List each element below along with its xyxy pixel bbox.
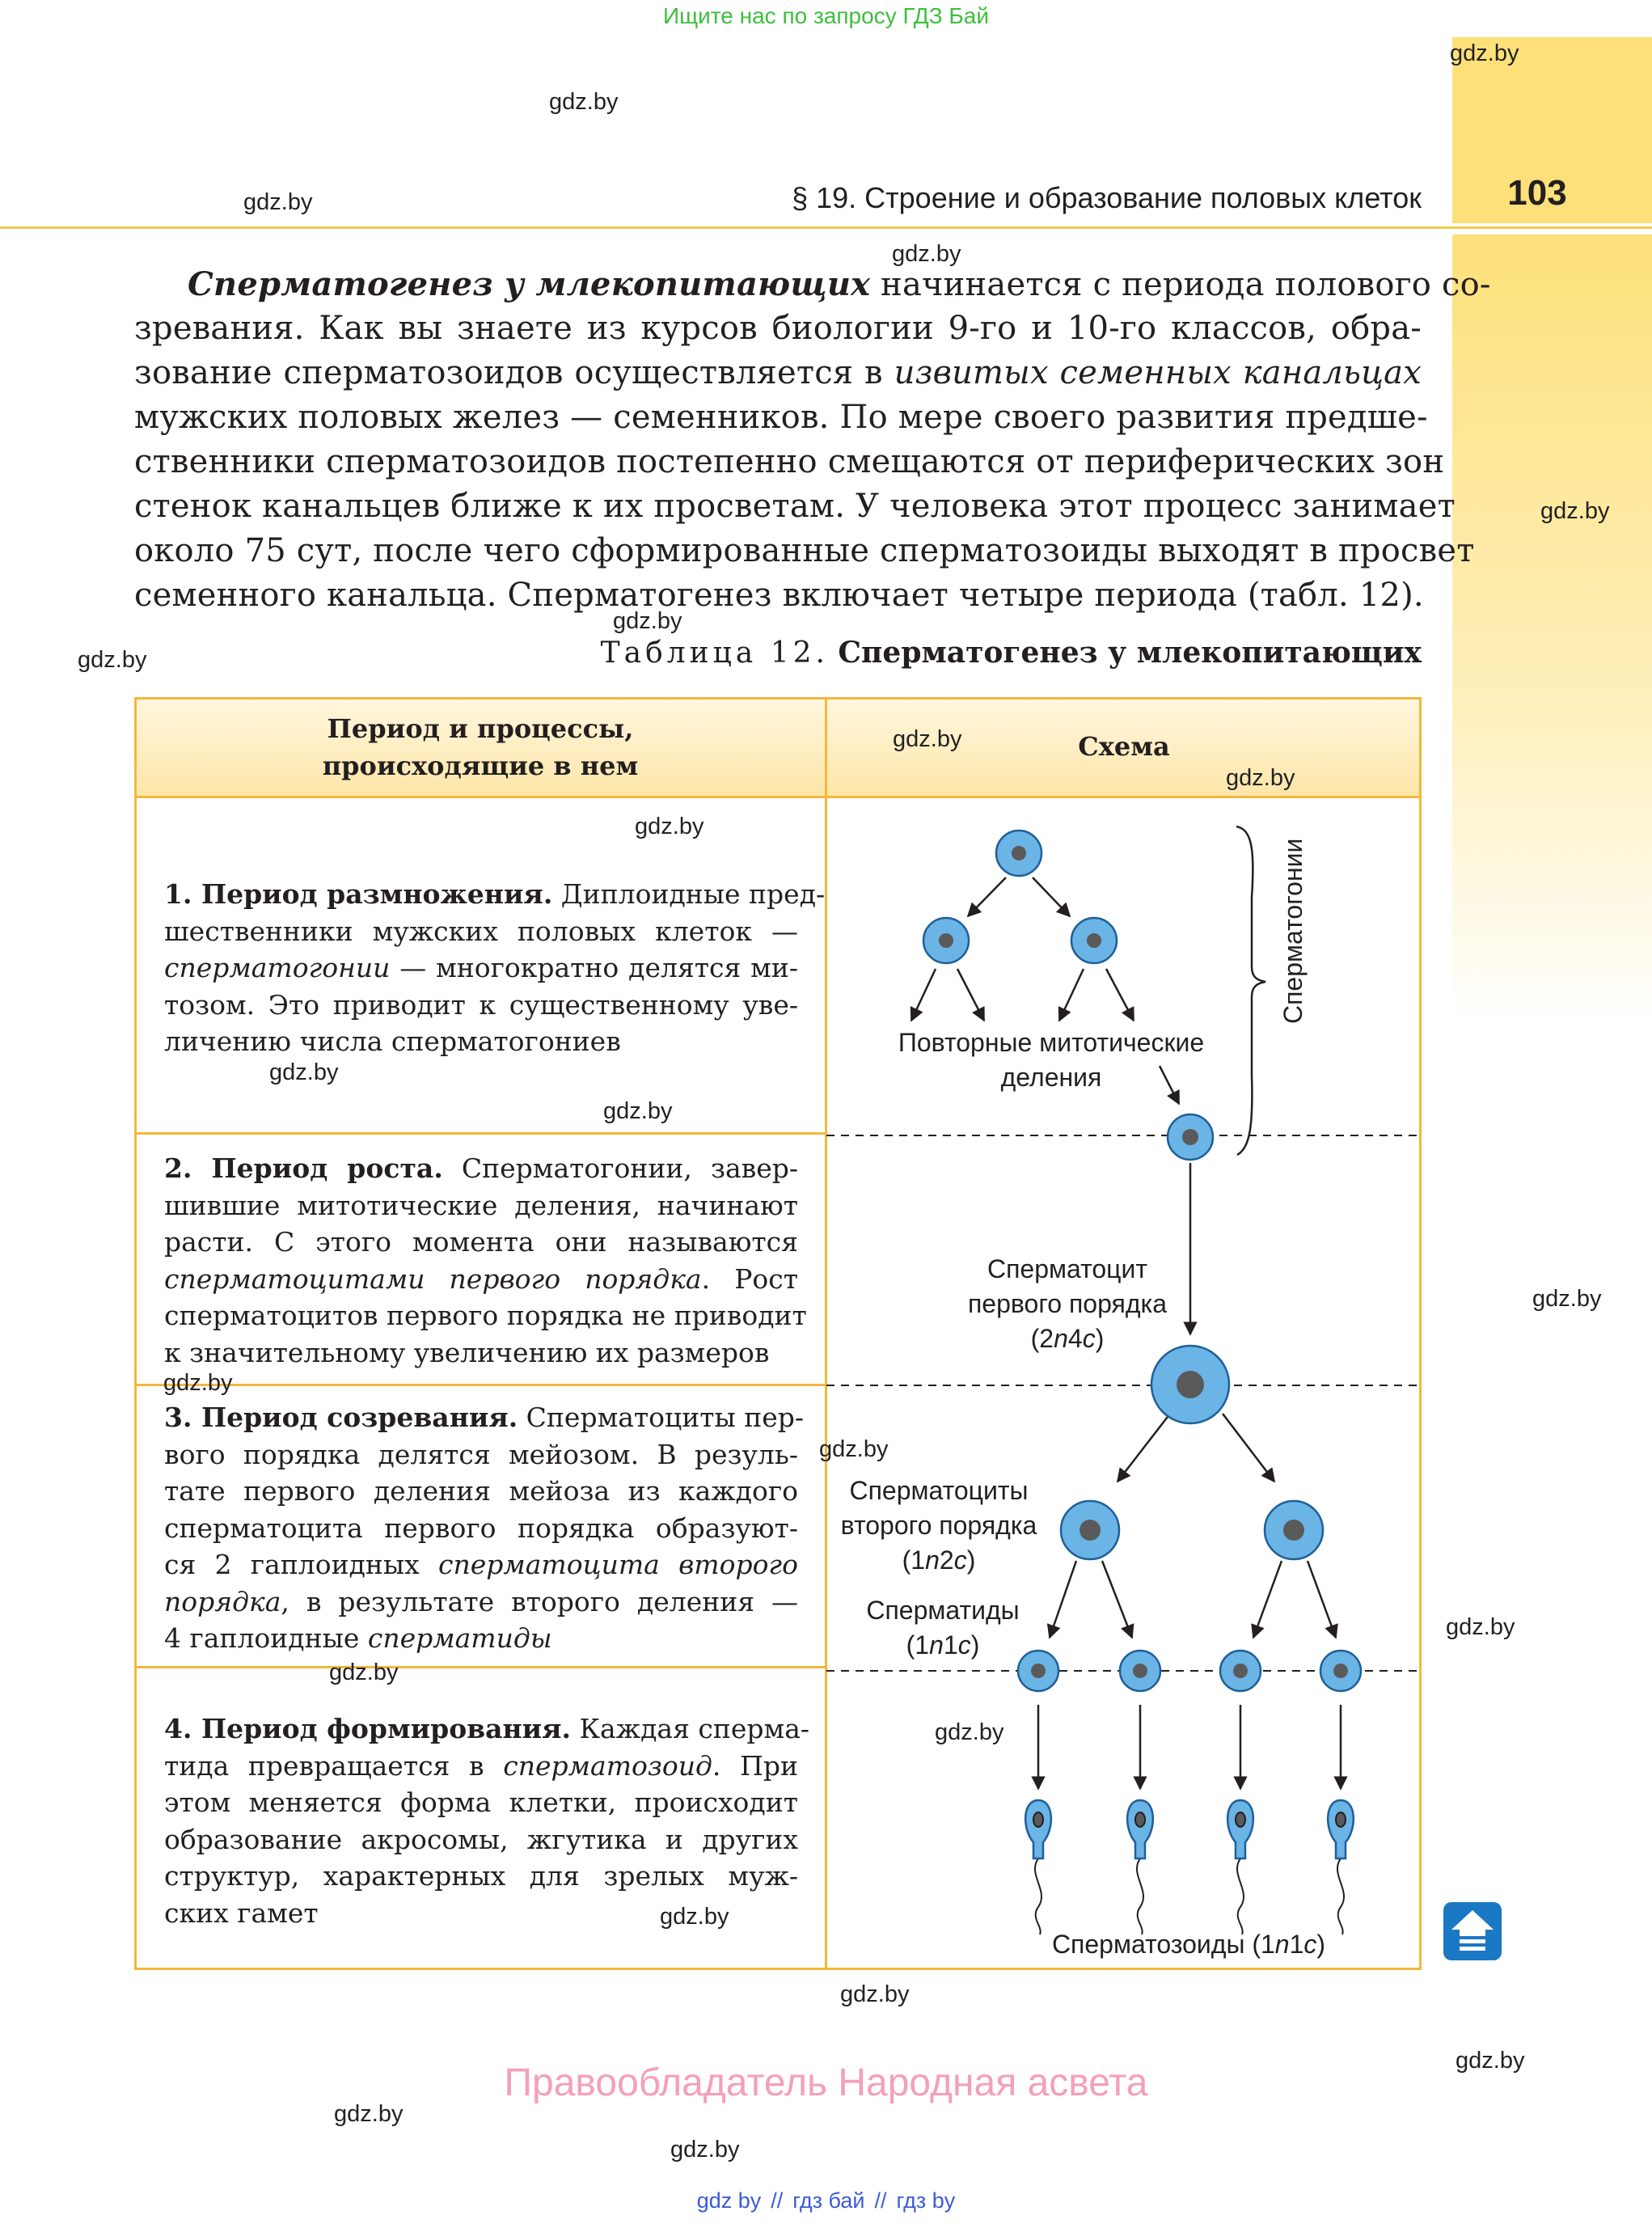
spermatozoon (1227, 1800, 1253, 1934)
period-1-line (164, 876, 826, 913)
label-formula: (1n1c) (906, 1630, 980, 1660)
text-run: шившие митотические деления, начинают (164, 1189, 798, 1221)
watermark: gdz.by (1450, 40, 1519, 66)
paragraph-line (134, 440, 1445, 484)
spermatogonium-cell (996, 831, 1041, 876)
label-spermatozoa: Сперматозоиды (1n1c) (1051, 1930, 1326, 1959)
label-formula: (1n2c) (902, 1545, 976, 1575)
watermark: gdz.by (78, 647, 147, 673)
text-run: сперматоцита первого порядка образуют- (164, 1512, 798, 1544)
primary-spermatocyte-cell (1151, 1346, 1229, 1423)
period-3-line (164, 1583, 798, 1621)
watermark: gdz.by (819, 1436, 889, 1462)
period-4-line (164, 1710, 810, 1748)
watermark: gdz.by (1532, 1286, 1602, 1312)
label-spermatocyte-2 (822, 1474, 1056, 1578)
text-run: расти. С этого момента они называются (164, 1226, 798, 1258)
top-banner[interactable]: Ищите нас по запросу ГДЗ Бай (662, 3, 990, 28)
text-run: Каждая сперма- (571, 1713, 810, 1744)
watermark: gdz.by (635, 814, 704, 839)
division-arrow (1106, 969, 1134, 1021)
table-row-divider (134, 1132, 826, 1135)
watermark: gdz.by (329, 1660, 399, 1685)
side-strip (1452, 235, 1652, 1027)
table-caption-label: Таблица 12. (600, 636, 829, 670)
text-run: сперматиды (367, 1622, 552, 1654)
division-arrow (911, 969, 936, 1021)
label-line: деления (1000, 1063, 1102, 1092)
period-1-line (164, 1023, 798, 1060)
meiosis-arrow (1118, 1414, 1170, 1482)
label-line: Повторные митотические (898, 1028, 1205, 1057)
text-run: извитых семенных канальцах (894, 354, 1422, 391)
table-row-divider (134, 1384, 826, 1386)
text-run: Сперматоциты пер- (518, 1402, 805, 1433)
text-run: сперматоцита второго (438, 1549, 798, 1580)
text-run: около 75 сут, после чего сформированные сперматозоиды выходят в просвет (134, 532, 1475, 569)
division-arrow (957, 969, 984, 1021)
paragraph-line (134, 529, 1475, 573)
page-number: 103 (1507, 173, 1567, 213)
spermatogenesis-diagram (826, 797, 1422, 1970)
meiosis-arrow (1253, 1561, 1282, 1638)
label-repeated-divisions (865, 1025, 1237, 1095)
label-line: второго порядка (840, 1511, 1037, 1540)
spermatogonium-cell (1168, 1114, 1213, 1160)
text-run: . При (712, 1749, 798, 1782)
paragraph-line (188, 262, 1491, 307)
period-2-line (164, 1297, 807, 1334)
watermark: gdz.by (1446, 1614, 1515, 1640)
text-run: стенок канальцев ближе к их просветам. У человека этот процесс занимает (134, 488, 1456, 525)
footer-link[interactable]: gdz by (696, 2188, 762, 2213)
spermatogonium-cell (1071, 918, 1117, 963)
copyright-notice: Правообладатель Народная асвета (504, 2061, 1148, 2104)
text-run: этом меняется форма клетки, происходит (164, 1786, 798, 1818)
header-divider (0, 226, 1652, 229)
label-line: Сперматоциты (849, 1476, 1029, 1505)
secondary-spermatocyte-cell (1265, 1501, 1323, 1559)
spermatid-cell (1320, 1651, 1361, 1691)
footer-link[interactable]: гдз бай (792, 2188, 865, 2213)
secondary-spermatocyte-cell (1061, 1501, 1119, 1559)
text-run: тида превращается в (164, 1749, 504, 1782)
meiosis-arrow (1102, 1561, 1132, 1638)
spermatogonium-cell (923, 918, 969, 963)
text-run: ских гамет (164, 1896, 319, 1929)
text-run: 1. Период размножения. (164, 878, 553, 910)
text-run: сперматоцитов первого порядка не приводит (164, 1300, 807, 1331)
label-line: Сперматоцит (987, 1254, 1148, 1283)
watermark: gdz.by (660, 1904, 729, 1930)
watermark: gdz.by (603, 1098, 673, 1124)
text-run: ственники сперматозоидов постепенно смещаются от периферических зон (134, 443, 1445, 480)
text-run: ся 2 гаплоидных (164, 1549, 438, 1580)
spermatid-cell (1220, 1651, 1261, 1691)
watermark: gdz.by (269, 1059, 339, 1085)
period-3-line (164, 1399, 805, 1436)
text-run: порядка (164, 1585, 281, 1617)
text-run: зование сперматозоидов осуществляется в (134, 354, 894, 391)
period-1-line (164, 987, 798, 1024)
watermark: gdz.by (893, 726, 962, 752)
text-run: 3. Период созревания. (164, 1402, 518, 1433)
period-2-line (164, 1150, 798, 1187)
watermark: gdz.by (163, 1370, 233, 1396)
label-formula: (2n4c) (1030, 1324, 1105, 1353)
watermark: gdz.by (840, 1981, 910, 2007)
table-caption-title: Сперматогенез у млекопитающих (838, 636, 1422, 670)
watermark: gdz.by (613, 608, 682, 634)
period-2-line (164, 1261, 798, 1298)
period-4-line (164, 1784, 798, 1821)
footer-links[interactable] (0, 2188, 1652, 2213)
text-run: зревания. Как вы знаете из курсов биологии 9-го и 10-го классов, обра- (134, 310, 1422, 347)
paragraph-line (134, 484, 1456, 529)
label-spermatocyte-1 (930, 1252, 1205, 1356)
text-run: сперматогонии (164, 952, 391, 983)
text-run: личению числа сперматогониев (164, 1025, 621, 1057)
home-icon (1443, 1902, 1502, 1960)
paragraph-line (134, 573, 1422, 618)
footer-separator: // (874, 2188, 887, 2213)
text-run: — многократно делятся ми- (390, 952, 798, 983)
text-run: сперматоцитами первого порядка (164, 1262, 702, 1295)
home-button[interactable] (1443, 1902, 1502, 1960)
watermark: gdz.by (892, 241, 961, 267)
text-run: образование акросомы, жгутика и других (164, 1823, 798, 1855)
period-1-line (164, 913, 798, 950)
text-run: Диплоидные пред- (552, 878, 826, 910)
label-spermatids (846, 1593, 1040, 1663)
period-2-line (164, 1187, 798, 1224)
table-caption (601, 636, 1422, 670)
spermatozoon (1328, 1800, 1354, 1934)
watermark: gdz.by (1456, 2048, 1525, 2074)
text-run: , в результате второго деления — (281, 1585, 798, 1617)
paragraph-line (134, 395, 1428, 440)
text-run: Сперматогенез у млекопитающих (188, 265, 871, 303)
paragraph-line (134, 351, 1422, 395)
watermark: gdz.by (334, 2101, 403, 2127)
text-run: начинается с периода полового со- (870, 266, 1491, 303)
period-3-line (164, 1546, 798, 1583)
table-row-divider (134, 1666, 826, 1668)
spermatozoon (1025, 1800, 1051, 1934)
period-3-line (164, 1510, 798, 1547)
watermark: gdz.by (1226, 765, 1295, 791)
text-run: тозом. Это приводит к существенному уве- (164, 988, 798, 1021)
period-4-line (164, 1858, 798, 1895)
column-header-line: происходящие в нем (322, 750, 639, 781)
label-line: Сперматиды (866, 1596, 1020, 1625)
watermark: gdz.by (549, 89, 619, 115)
watermark: gdz.by (670, 2137, 740, 2163)
running-head: § 19. Строение и образование половых клеток (792, 181, 1422, 214)
text-run: структур, характерных для зрелых муж- (164, 1860, 798, 1892)
column-header-schema: Схема (1078, 731, 1170, 762)
period-4-line (164, 1748, 798, 1785)
paragraph-line (134, 307, 1422, 351)
column-header-line: Период и процессы, (327, 713, 634, 744)
label-spermatogonia: Сперматогонии (1278, 838, 1308, 1024)
text-run: семенного канальца. Сперматогенез включает четыре периода (табл. 12). (134, 577, 1424, 614)
text-run: 4. Период формирования. (164, 1713, 572, 1744)
period-2-line (164, 1334, 798, 1372)
watermark: gdz.by (1540, 498, 1610, 524)
watermark: gdz.by (243, 189, 313, 215)
period-3-line (164, 1436, 798, 1474)
period-4-line (164, 1821, 798, 1858)
division-arrow (1059, 969, 1084, 1021)
footer-separator: // (771, 2188, 784, 2213)
division-arrow (1033, 877, 1070, 916)
text-run: вого порядка делятся мейозом. В резуль- (164, 1438, 798, 1470)
footer-link[interactable]: гдз by (896, 2188, 956, 2213)
meiosis-arrow (1223, 1414, 1274, 1482)
watermark: gdz.by (935, 1719, 1004, 1745)
text-run: шественники мужских половых клеток — (164, 915, 798, 947)
meiosis-arrow (1308, 1561, 1336, 1638)
period-3-line (164, 1620, 798, 1657)
label-line: первого порядка (967, 1289, 1168, 1318)
text-run: мужских половых желез — семенников. По мере своего развития предше- (134, 399, 1428, 436)
division-arrow (968, 877, 1006, 916)
text-run: . Рост (701, 1262, 799, 1295)
text-run: к значительному увеличению их размеров (164, 1336, 770, 1368)
period-2-line (164, 1224, 798, 1261)
text-run: сперматозоид (503, 1749, 712, 1782)
spermatozoon (1127, 1800, 1153, 1934)
text-run: 4 гаплоидные (164, 1622, 368, 1654)
text-run: тате первого деления мейоза из каждого (164, 1475, 798, 1507)
period-1-line (164, 949, 798, 987)
period-3-line (164, 1473, 798, 1510)
text-run: Сперматогонии, завер- (442, 1152, 799, 1184)
column-header-period (134, 710, 826, 784)
text-run: 2. Период роста. (164, 1152, 443, 1184)
spermatogonia-brace (1236, 827, 1265, 1155)
spermatid-cell (1120, 1651, 1160, 1691)
